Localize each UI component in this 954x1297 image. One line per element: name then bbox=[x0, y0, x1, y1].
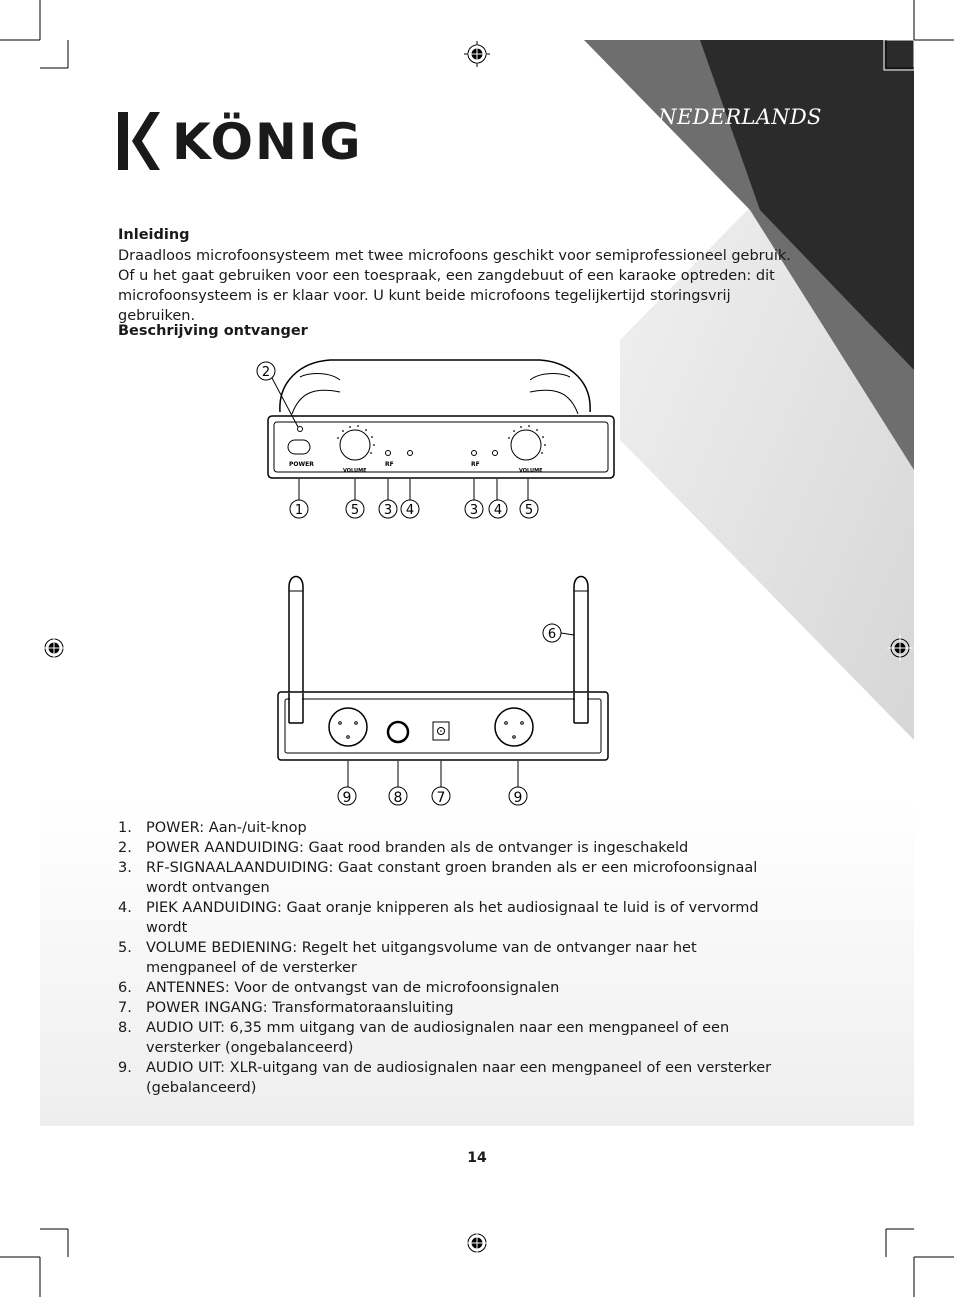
list-text: AUDIO UIT: XLR-uitgang van de audiosignalen naar een mengpaneel of een versterker (gebalanceerd) bbox=[146, 1060, 772, 1096]
label-power: POWER bbox=[289, 461, 314, 468]
list-text: POWER INGANG: Transformatoraansluiting bbox=[146, 1000, 454, 1016]
list-item bbox=[118, 938, 778, 978]
list-item bbox=[118, 898, 778, 938]
registration-mark-left bbox=[41, 635, 67, 661]
list-number: 8. bbox=[118, 1020, 132, 1036]
list-number: 2. bbox=[118, 840, 132, 856]
receiver-rear-diagram bbox=[270, 565, 620, 810]
intro-line: Draadloos microfoonsysteem met twee microfoons geschikt voor semiprofessioneel gebruik. bbox=[118, 248, 791, 264]
list-text: VOLUME BEDIENING: Regelt het uitgangsvolume van de ontvanger naar het mengpaneel of de versterker bbox=[146, 940, 697, 976]
receiver-front-diagram bbox=[240, 352, 630, 524]
list-item bbox=[118, 1058, 778, 1098]
list-text: ANTENNES: Voor de ontvangst van de microfoonsignalen bbox=[146, 980, 560, 996]
list-item bbox=[118, 998, 778, 1018]
callout-5: 5 bbox=[524, 503, 534, 518]
list-item bbox=[118, 838, 778, 858]
list-text: POWER AANDUIDING: Gaat rood branden als de ontvanger is ingeschakeld bbox=[146, 840, 689, 856]
registration-mark-top bbox=[464, 41, 490, 67]
registration-mark-bottom bbox=[464, 1230, 490, 1256]
list-number: 4. bbox=[118, 900, 132, 916]
label-rf-left: RF bbox=[385, 461, 394, 468]
callout-2: 2 bbox=[261, 365, 271, 380]
label-volume-right: VOLUME bbox=[519, 468, 543, 474]
intro-text bbox=[118, 246, 798, 326]
label-volume-left: VOLUME bbox=[343, 468, 367, 474]
callout-3: 3 bbox=[383, 503, 393, 518]
list-number: 1. bbox=[118, 820, 132, 836]
callout-4: 4 bbox=[493, 503, 503, 518]
callout-8: 8 bbox=[393, 790, 403, 806]
list-text: POWER: Aan-/uit-knop bbox=[146, 820, 307, 836]
list-item bbox=[118, 858, 778, 898]
list-number: 7. bbox=[118, 1000, 132, 1016]
list-number: 9. bbox=[118, 1060, 132, 1076]
list-item bbox=[118, 1018, 778, 1058]
list-number: 6. bbox=[118, 980, 132, 996]
callout-9: 9 bbox=[513, 790, 523, 806]
callout-1: 1 bbox=[294, 503, 304, 518]
label-rf-right: RF bbox=[471, 461, 480, 468]
callout-7: 7 bbox=[436, 790, 446, 806]
intro-line: Of u het gaat gebruiken voor een toespraak, een zangdebuut of een karaoke optreden: dit bbox=[118, 268, 775, 284]
list-item bbox=[118, 818, 778, 838]
language-label: NEDERLANDS bbox=[658, 105, 822, 129]
list-text: RF-SIGNAALAANDUIDING: Gaat constant groen branden als er een microfoonsignaal wordt ontvangen bbox=[146, 860, 758, 896]
callout-3: 3 bbox=[469, 503, 479, 518]
callout-9: 9 bbox=[342, 790, 352, 806]
callout-6: 6 bbox=[547, 627, 557, 642]
intro-title: Inleiding bbox=[118, 227, 190, 243]
receiver-title: Beschrijving ontvanger bbox=[118, 323, 308, 339]
brand-logo: KÖNIG bbox=[172, 113, 363, 171]
intro-line: microfoonsysteem is er klaar voor. U kunt beide microfoons tegelijkertijd storingsvrij gebruiken. bbox=[118, 288, 731, 324]
list-text: AUDIO UIT: 6,35 mm uitgang van de audiosignalen naar een mengpaneel of een versterker (ongebalanceerd) bbox=[146, 1020, 730, 1056]
list-item bbox=[118, 978, 778, 998]
list-number: 5. bbox=[118, 940, 132, 956]
konig-k-logo-icon bbox=[118, 112, 160, 170]
callout-4: 4 bbox=[405, 503, 415, 518]
list-number: 3. bbox=[118, 860, 132, 876]
page-number: 14 bbox=[467, 1150, 487, 1166]
list-text: PIEK AANDUIDING: Gaat oranje knipperen als het audiosignaal te luid is of vervormd wordt bbox=[146, 900, 759, 936]
component-legend bbox=[118, 818, 778, 1098]
callout-5: 5 bbox=[350, 503, 360, 518]
